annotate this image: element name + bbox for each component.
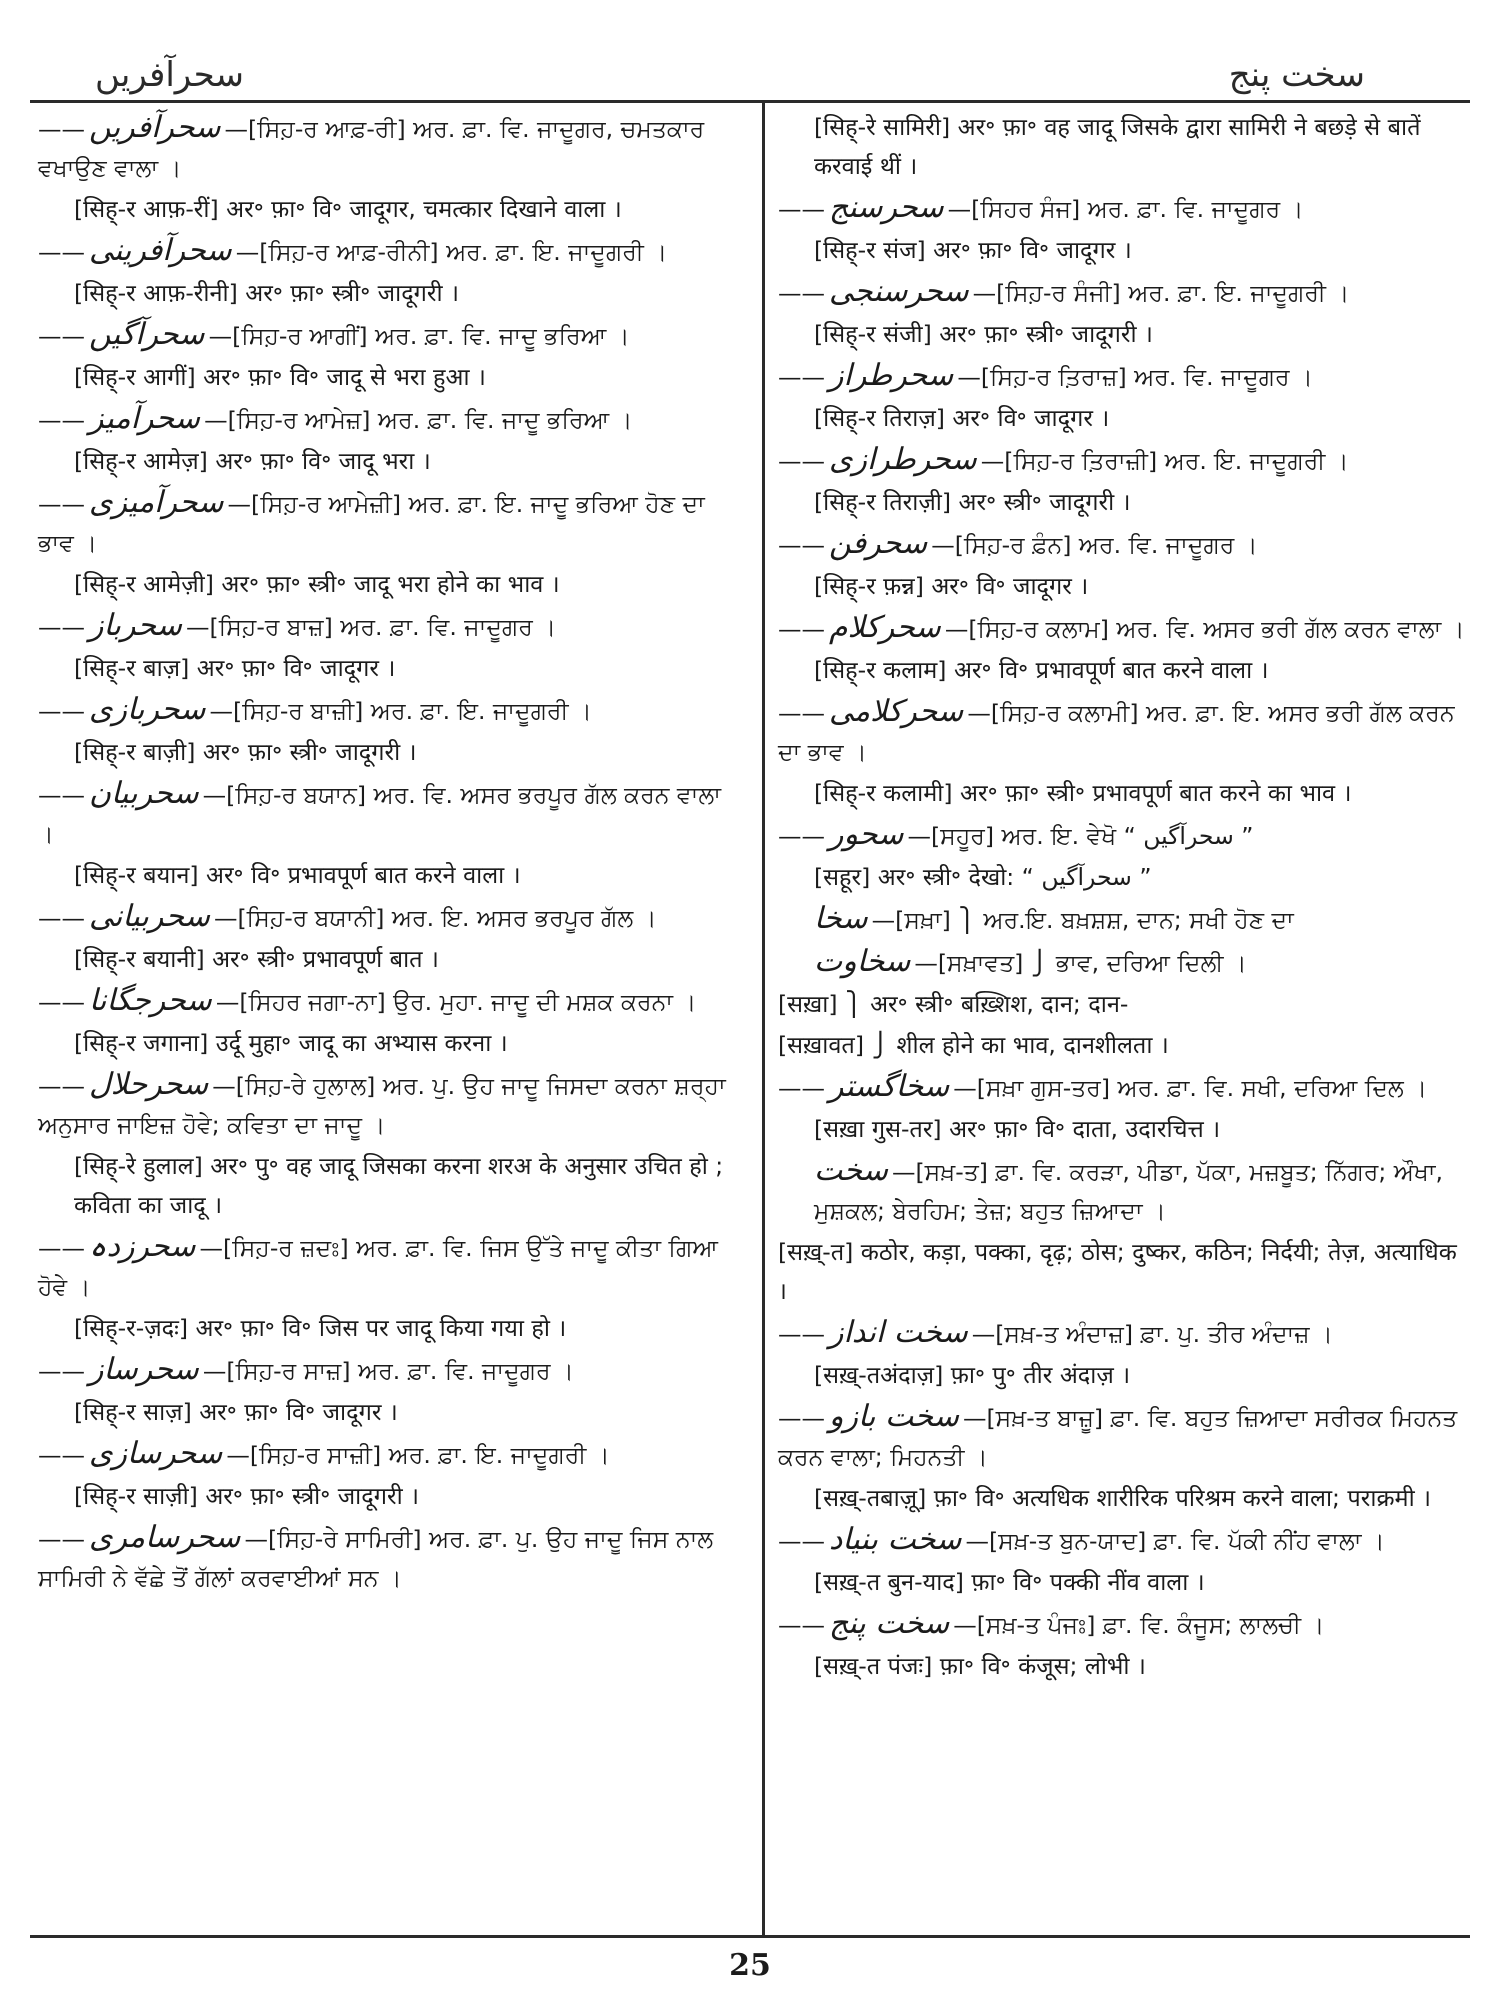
entry-dash: ——: [38, 781, 85, 809]
entry-dash: ——: [38, 1441, 85, 1469]
entry-dash: ——: [38, 322, 85, 350]
entry-definition: [सिह्-र कलाम] अर॰ वि॰ प्रभावपूर्ण बात करने वाला ।: [814, 656, 1269, 684]
dictionary-entry: [38, 1434, 738, 1475]
dictionary-entry: [778, 1151, 1468, 1231]
entry-definition: [सिह्-र बाज़ी] अर॰ फ़ा॰ स्त्री॰ जादूगरी ।: [74, 738, 417, 766]
entry-definition: [सिह्-र जगाना] उर्दू मुहा॰ जादू का अभ्यास करना ।: [74, 1029, 508, 1057]
entry-definition: [सख़्-त पंजः] फ़ा॰ वि॰ कंजूस; लोभी ।: [814, 1652, 1146, 1680]
page-number: 25: [729, 1948, 771, 1983]
entry-urdu-headword: سحرآفریں: [89, 110, 221, 145]
entry-definition: [सख़ा गुस-तर] अर॰ फ़ा॰ वि॰ दाता, उदारचित्त ।: [814, 1115, 1221, 1143]
entry-definition: [सिह्-र आफ़-रीनी] अर॰ फ़ा॰ स्त्री॰ जादूगरी ।: [74, 279, 459, 307]
entry-definition: —[ਸਿਹ਼-ਰ ਸਾਜ਼] ਅਰ. ਫ਼ਾ. ਵਿ. ਜਾਦੂਗਰ ।: [202, 1357, 574, 1385]
entry-urdu-headword: سحرزدہ: [89, 1229, 196, 1264]
dictionary-entry: [38, 399, 738, 440]
entry-urdu-headword: سحرکلامی: [829, 694, 964, 729]
entry-dash: ——: [778, 363, 825, 391]
entry-urdu-headword: سخا: [814, 901, 868, 936]
left-column: [38, 108, 738, 1600]
entry-urdu-headword: سخت بنیاد: [829, 1522, 962, 1557]
entry-definition: —[ਸਖ਼-ਤ ਪੰਜਃ] ਫ਼ਾ. ਵਿ. ਕੰਜੂਸ; ਲਾਲਚੀ ।: [953, 1611, 1325, 1639]
dictionary-entry: [38, 1393, 738, 1432]
entry-definition: [सिह्-र साज़] अर॰ फ़ा॰ वि॰ जादूगर ।: [74, 1398, 398, 1426]
entry-definition: [सख़्-त बुन-याद] फ़ा॰ वि॰ पक्की नींव वाला ।: [814, 1568, 1205, 1596]
entry-urdu-headword: سحرفن: [829, 526, 928, 561]
entry-definition: [सख़ा] ⎫ अर॰ स्त्री॰ बख़्शिश, दान; दान-: [778, 990, 1129, 1018]
entry-definition: [सिह्-र बयानी] अर॰ स्त्री॰ प्रभावपूर्ण बात ।: [74, 945, 439, 973]
dictionary-entry: [778, 567, 1468, 606]
entry-urdu-headword: سخت انداز: [829, 1315, 968, 1350]
entry-urdu-headword: سحور: [829, 817, 904, 852]
entry-dash: ——: [38, 1357, 85, 1385]
entry-urdu-headword: سخت: [814, 1153, 888, 1188]
dictionary-entry: [778, 399, 1468, 438]
entry-definition: —[ਸਿਹ਼-ਰ ਕਲਾਮੀ] ਅਰ. ਫ਼ਾ. ਇ. ਅਸਰ ਭਰੀ ਗੱਲ ਕਰਨ ਦਾ ਭਾਵ ।: [778, 699, 1455, 766]
dictionary-entry: [38, 274, 738, 313]
dictionary-entry: [778, 524, 1468, 565]
entry-dash: ——: [38, 697, 85, 725]
dictionary-entry: [778, 1563, 1468, 1602]
entry-dash: ——: [778, 822, 825, 850]
dictionary-entry: [778, 231, 1468, 270]
dictionary-entry: [38, 108, 738, 188]
entry-dash: ——: [778, 1074, 825, 1102]
entry-dash: ——: [38, 1234, 85, 1262]
dictionary-entry: [38, 565, 738, 604]
entry-definition: [सिह्-र आमेज़ी] अर॰ फ़ा॰ स्त्री॰ जादू भरा होने का भाव ।: [74, 570, 560, 598]
entry-dash: ——: [778, 1527, 825, 1555]
entry-definition: —[ਸਿਹ਼-ਰ ਆਫ਼-ਰੀ] ਅਰ. ਫ਼ਾ. ਵਿ. ਜਾਦੂਗਰ, ਚਮਤਕਾਰ ਵਖਾਉਣ ਵਾਲਾ ।: [38, 115, 705, 182]
entry-dash: ——: [778, 195, 825, 223]
entry-definition: [सिह्-र संज] अर॰ फ़ा॰ वि॰ जादूगर ।: [814, 236, 1132, 264]
entry-urdu-headword: سحرآفرینی: [89, 233, 232, 268]
dictionary-entry: [38, 1309, 738, 1348]
entry-definition: —[ਸਿਹ਼-ਰ ਆਮੇਜ਼] ਅਰ. ਫ਼ਾ. ਵਿ. ਜਾਦੂ ਭਰਿਆ ।: [204, 406, 633, 434]
dictionary-entry: [778, 1604, 1468, 1645]
dictionary-entry: [38, 1065, 738, 1145]
dictionary-entry: [778, 651, 1468, 690]
entry-dash: ——: [778, 279, 825, 307]
dictionary-entry: [38, 483, 738, 563]
entry-dash: ——: [778, 1320, 825, 1348]
dictionary-entry: [778, 1520, 1468, 1561]
entry-definition: [सिह्-र कलामी] अर॰ फ़ा॰ स्त्री॰ प्रभावपूर्ण बात करने का भाव ।: [814, 779, 1352, 807]
entry-urdu-headword: سحرطرازی: [829, 442, 977, 477]
entry-definition: —[ਸਹੂਰ] ਅਰ. ਇ. ਵੇਖੋ “ سحرآگیں ”: [907, 822, 1254, 850]
entry-definition: —[ਸਿਹ਼-ਰ ਸਾਜ਼ੀ] ਅਰ. ਫ਼ਾ. ਇ. ਜਾਦੂਗਰੀ ।: [226, 1441, 610, 1469]
entry-definition: [सिह्-रे सामिरी] अर॰ फ़ा॰ वह जादू जिसके द्वारा सामिरी ने बछड़े से बातें करवाई थीं ।: [814, 113, 1421, 180]
dictionary-entry: [778, 942, 1468, 983]
entry-urdu-headword: سخاگستر: [829, 1069, 950, 1104]
entry-dash: ——: [38, 1525, 85, 1553]
entry-dash: ——: [778, 699, 825, 727]
entry-definition: —[ਸਿਹਰ ਸੰਜ] ਅਰ. ਫ਼ਾ. ਵਿ. ਜਾਦੂਗਰ ।: [947, 195, 1304, 223]
dictionary-entry: [778, 1233, 1468, 1311]
entry-urdu-headword: سحرسنجی: [829, 274, 969, 309]
entry-urdu-headword: سحرسازی: [89, 1436, 223, 1471]
entry-definition: [सिह्-र बयान] अर॰ वि॰ प्रभावपूर्ण बात करने वाला ।: [74, 861, 521, 889]
entry-definition: —[ਸਿਹ਼-ਰ ਕਲਾਮ] ਅਰ. ਵਿ. ਅਸਰ ਭਰੀ ਗੱਲ ਕਰਨ ਵਾਲਾ ।: [944, 615, 1465, 643]
entry-definition: [सिह्-र आगीं] अर॰ फ़ा॰ वि॰ जादू से भरा हुआ ।: [74, 363, 486, 391]
entry-definition: —[ਸਖ਼ਾਵਤ] ⎭ ਭਾਵ, ਦਰਿਆ ਦਿਲੀ ।: [914, 949, 1247, 977]
dictionary-entry: [38, 358, 738, 397]
entry-urdu-headword: سحرکلام: [829, 610, 941, 645]
entry-dash: ——: [778, 447, 825, 475]
dictionary-entry: [778, 356, 1468, 397]
entry-dash: ——: [38, 490, 85, 518]
dictionary-entry: [38, 231, 738, 272]
entry-definition: —[ਸਿਹ਼-ਰ ਜ਼ਦਃ] ਅਰ. ਫ਼ਾ. ਵਿ. ਜਿਸ ਉੱਤੇ ਜਾਦੂ ਕੀਤਾ ਗਿਆ ਹੋਵੇ ।: [38, 1234, 718, 1301]
entry-definition: [सख़ावत] ⎭ शील होने का भाव, दानशीलता ।: [778, 1031, 1169, 1059]
entry-definition: —[ਸਿਹ਼-ਰ ਬਯਾਨੀ] ਅਰ. ਇ. ਅਸਰ ਭਰਪੂਰ ਗੱਲ ।: [213, 904, 657, 932]
dictionary-entry: [778, 1397, 1468, 1477]
entry-definition: —[ਸਿਹ਼-ਰ ਆਮੇਜ਼ੀ] ਅਰ. ਫ਼ਾ. ਇ. ਜਾਦੂ ਭਰਿਆ ਹੋਣ ਦਾ ਭਾਵ ।: [38, 490, 705, 557]
header-rule: [30, 100, 1470, 103]
dictionary-entry: [778, 899, 1468, 940]
header-guide-word-right: سخت پنج: [1228, 55, 1365, 95]
entry-definition: [सख़्-त] कठोर, कड़ा, पक्का, दृढ़; ठोस; दुष्कर, कठिन; निर्दयी; तेज़, अत्याधिक ।: [778, 1238, 1457, 1305]
dictionary-entry: [778, 858, 1468, 897]
dictionary-entry: [38, 690, 738, 731]
entry-definition: —[ਸਿਹ਼-ਰ ਤ਼ਿਰਾਜ਼ੀ] ਅਰ. ਇ. ਜਾਦੂਗਰੀ ।: [980, 447, 1349, 475]
entry-definition: [सख़्-तबाज़ू] फ़ा॰ वि॰ अत्यधिक शारीरिक परिश्रम करने वाला; पराक्रमी ।: [814, 1484, 1432, 1512]
entry-definition: —[ਸਿਹ਼-ਰ ਆਗੀਂ] ਅਰ. ਫ਼ਾ. ਵਿ. ਜਾਦੂ ਭਰਿਆ ।: [208, 322, 630, 350]
dictionary-entry: [778, 272, 1468, 313]
entry-definition: [सिह्-र आफ़-रीं] अर॰ फ़ा॰ वि॰ जादूगर, चमत्कार दिखाने वाला ।: [74, 195, 622, 223]
dictionary-entry: [38, 856, 738, 895]
entry-urdu-headword: سخت پنج: [829, 1606, 950, 1641]
dictionary-entry: [38, 733, 738, 772]
entry-dash: ——: [38, 238, 85, 266]
entry-definition: —[ਸਿਹ਼-ਰ ਸੰਜੀ] ਅਰ. ਫ਼ਾ. ਇ. ਜਾਦੂਗਰੀ ।: [972, 279, 1350, 307]
dictionary-entry: [778, 608, 1468, 649]
entry-definition: [सिह्-र तिराज़] अर॰ वि॰ जादूगर ।: [814, 404, 1110, 432]
dictionary-entry: [38, 897, 738, 938]
entry-urdu-headword: سحرجگانا: [89, 983, 212, 1018]
entry-urdu-headword: سحرآگیں: [89, 317, 205, 352]
entry-dash: ——: [38, 115, 85, 143]
dictionary-entry: [38, 981, 738, 1022]
dictionary-entry: [778, 815, 1468, 856]
entry-definition: —[ਸਿਹਰ ਜਗਾ-ਨਾ] ਉਰ. ਮੁਹਾ. ਜਾਦੂ ਦੀ ਮਸ਼ਕ ਕਰਨਾ ।: [215, 988, 697, 1016]
dictionary-entry: [38, 940, 738, 979]
dictionary-entry: [38, 190, 738, 229]
entry-urdu-headword: سحرآمیزی: [89, 485, 224, 520]
entry-urdu-headword: سحرساز: [89, 1352, 199, 1387]
dictionary-entry: [38, 1350, 738, 1391]
entry-urdu-headword: سحرحلال: [89, 1067, 209, 1102]
entry-definition: [सिह्-र फ़न्न] अर॰ वि॰ जादूगर ।: [814, 572, 1089, 600]
header-guide-word-left: سحرآفریں: [95, 55, 244, 95]
dictionary-entry: [778, 1026, 1468, 1065]
entry-dash: ——: [778, 1404, 825, 1432]
entry-definition: —[ਸਿਹ਼-ਰੇ ਸਾਮਿਰੀ] ਅਰ. ਫ਼ਾ. ਪੁ. ਉਹ ਜਾਦੂ ਜਿਸ ਨਾਲ ਸਾਮਿਰੀ ਨੇ ਵੱਛੇ ਤੋਂ ਗੱਲਾਂ ਕਰਵਾਈਆਂ ਸਨ ।: [38, 1525, 714, 1592]
entry-urdu-headword: سخاوت: [814, 944, 911, 979]
entry-dash: ——: [38, 613, 85, 641]
entry-definition: —[ਸਖ਼-ਤ] ਫ਼ਾ. ਵਿ. ਕਰੜਾ, ਪੀਡਾ, ਪੱਕਾ, ਮਜ਼ਬੂਤ; ਨਿੱਗਰ; ਔਖਾ, ਮੁਸ਼ਕਲ; ਬੇਰਹਿਮ; ਤੇਜ਼; ਬਹੁਤ ਜ਼ਿਆਦਾ ।: [814, 1158, 1443, 1225]
entry-urdu-headword: سحربیان: [89, 776, 199, 811]
dictionary-entry: [778, 440, 1468, 481]
entry-definition: —[ਸਿਹ਼-ਰ ਫ਼ੰਨ] ਅਰ. ਵਿ. ਜਾਦੂਗਰ ।: [931, 531, 1258, 559]
dictionary-entry: [778, 1647, 1468, 1686]
entry-urdu-headword: سحرطراز: [829, 358, 954, 393]
entry-definition: [सिह्-र तिराज़ी] अर॰ स्त्री॰ जादूगरी ।: [814, 488, 1131, 516]
dictionary-entry: [778, 1479, 1468, 1518]
entry-definition: —[ਸਖ਼-ਤ ਬਾਜ਼ੂ] ਫ਼ਾ. ਵਿ. ਬਹੁਤ ਜ਼ਿਆਦਾ ਸਰੀਰਕ ਮਿਹਨਤ ਕਰਨ ਵਾਲਾ; ਮਿਹਨਤੀ ।: [778, 1404, 1458, 1471]
entry-definition: —[ਸਖ਼ਾ] ⎫ ਅਰ.ਇ. ਬਖ਼ਸ਼ਸ਼, ਦਾਨ; ਸਖੀ ਹੋਣ ਦਾ: [871, 906, 1294, 934]
dictionary-entry: [778, 1110, 1468, 1149]
dictionary-entry: [778, 188, 1468, 229]
dictionary-entry: [778, 774, 1468, 813]
entry-definition: —[ਸਖ਼-ਤ ਬੁਨ-ਯਾਦ] ਫ਼ਾ. ਵਿ. ਪੱਕੀ ਨੀਂਹ ਵਾਲਾ ।: [965, 1527, 1385, 1555]
entry-definition: —[ਸਿਹ਼-ਰ ਤ਼ਿਰਾਜ਼] ਅਰ. ਵਿ. ਜਾਦੂਗਰ ।: [957, 363, 1313, 391]
dictionary-entry: [38, 606, 738, 647]
dictionary-entry: [778, 985, 1468, 1024]
entry-urdu-headword: سحربازی: [89, 692, 206, 727]
entry-dash: ——: [38, 1072, 85, 1100]
column-divider: [762, 100, 765, 1936]
entry-definition: —[ਸਿਹ਼-ਰੇ ਹੁਲਾਲ] ਅਰ. ਪੁ. ਉਹ ਜਾਦੂ ਜਿਸਦਾ ਕਰਨਾ ਸ਼ਰ੍ਹਾ ਅਨੁਸਾਰ ਜਾਇਜ਼ ਹੋਵੇ; ਕਵਿਤਾ ਦਾ ਜਾਦੂ ।: [38, 1072, 726, 1139]
entry-dash: ——: [38, 406, 85, 434]
entry-urdu-headword: سحرسنج: [829, 190, 944, 225]
entry-definition: [सिह्-रे हुलाल] अर॰ पु॰ वह जादू जिसका करना शरअ के अनुसार उचित हो ; कविता का जादू ।: [74, 1152, 724, 1219]
dictionary-entry: [38, 649, 738, 688]
dictionary-entry: [778, 1067, 1468, 1108]
dictionary-entry: [38, 1024, 738, 1063]
entry-definition: —[ਸਿਹ਼-ਰ ਬਾਜ਼ੀ] ਅਰ. ਫ਼ਾ. ਇ. ਜਾਦੂਗਰੀ ।: [209, 697, 592, 725]
dictionary-entry: [778, 315, 1468, 354]
entry-definition: —[ਸਖ਼-ਤ ਅੰਦਾਜ਼] ਫ਼ਾ. ਪੁ. ਤੀਰ ਅੰਦਾਜ਼ ।: [971, 1320, 1333, 1348]
entry-urdu-headword: سحرسامری: [89, 1520, 241, 1555]
entry-definition: —[ਸਿਹ਼-ਰ ਬਾਜ਼] ਅਰ. ਫ਼ਾ. ਵਿ. ਜਾਦੂਗਰ ।: [186, 613, 557, 641]
entry-definition: [सिह्-र संजी] अर॰ फ़ा॰ स्त्री॰ जादूगरी ।: [814, 320, 1153, 348]
entry-definition: [सिह्-र साज़ी] अर॰ फ़ा॰ स्त्री॰ जादूगरी ।: [74, 1482, 420, 1510]
entry-definition: [सहूर] अर॰ स्त्री॰ देखो: “ سحرآگیں ”: [814, 863, 1152, 891]
entry-dash: ——: [778, 615, 825, 643]
dictionary-entry: [778, 108, 1468, 186]
entry-dash: ——: [778, 531, 825, 559]
right-column: [778, 108, 1468, 1688]
dictionary-entry: [38, 442, 738, 481]
entry-definition: —[ਸਖ਼ਾ ਗੁਸ-ਤਰ] ਅਰ. ਫ਼ਾ. ਵਿ. ਸਖੀ, ਦਰਿਆ ਦਿਲ ।: [953, 1074, 1428, 1102]
dictionary-entry: [778, 483, 1468, 522]
entry-urdu-headword: سحرآمیز: [89, 401, 201, 436]
dictionary-entry: [778, 1356, 1468, 1395]
dictionary-entry: [778, 1313, 1468, 1354]
dictionary-entry: [38, 774, 738, 854]
entry-definition: [सिह्-र आमेज़] अर॰ फ़ा॰ वि॰ जादू भरा ।: [74, 447, 431, 475]
entry-definition: [सख़्-तअंदाज़] फ़ा॰ पु॰ तीर अंदाज़ ।: [814, 1361, 1131, 1389]
dictionary-entry: [38, 1477, 738, 1516]
entry-dash: ——: [38, 988, 85, 1016]
entry-definition: [सिह्-र बाज़] अर॰ फ़ा॰ वि॰ जादूगर ।: [74, 654, 396, 682]
dictionary-entry: [778, 692, 1468, 772]
entry-dash: ——: [778, 1611, 825, 1639]
entry-definition: [सिह्-र-ज़दः] अर॰ फ़ा॰ वि॰ जिस पर जादू किया गया हो ।: [74, 1314, 567, 1342]
entry-dash: ——: [38, 904, 85, 932]
dictionary-entry: [38, 1518, 738, 1598]
dictionary-entry: [38, 315, 738, 356]
footer-rule: [30, 1935, 1470, 1938]
dictionary-entry: [38, 1227, 738, 1307]
entry-urdu-headword: سحرباز: [89, 608, 183, 643]
dictionary-entry: [38, 1147, 738, 1225]
entry-definition: —[ਸਿਹ਼-ਰ ਬਯਾਨ] ਅਰ. ਵਿ. ਅਸਰ ਭਰਪੂਰ ਗੱਲ ਕਰਨ ਵਾਲਾ ।: [38, 781, 721, 848]
entry-urdu-headword: سخت بازو: [829, 1399, 959, 1434]
entry-definition: —[ਸਿਹ਼-ਰ ਆਫ਼-ਰੀਨੀ] ਅਰ. ਫ਼ਾ. ਇ. ਜਾਦੂਗਰੀ ।: [235, 238, 668, 266]
entry-urdu-headword: سحربیانی: [89, 899, 210, 934]
